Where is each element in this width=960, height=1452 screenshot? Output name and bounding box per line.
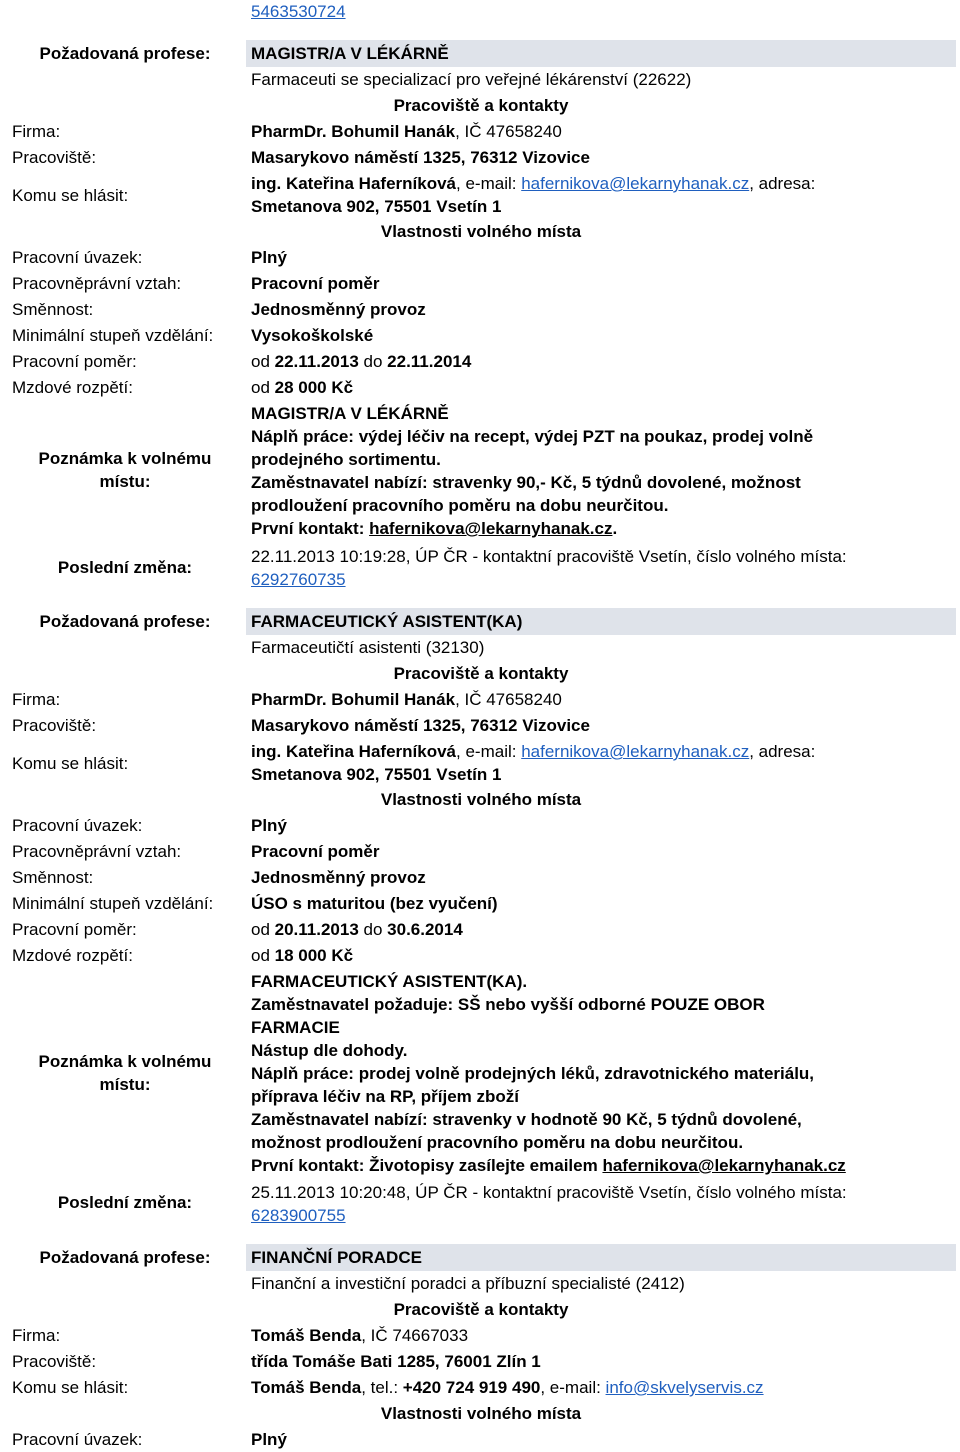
job1-smennost: Jednosměnný provoz bbox=[251, 300, 426, 319]
note-contact-end: . bbox=[612, 519, 618, 538]
job1-firm bbox=[251, 120, 562, 143]
job1-pomer-do: do bbox=[358, 352, 388, 371]
change-label: Poslední změna: bbox=[57, 558, 193, 577]
job1-pomer-od: od bbox=[251, 352, 275, 371]
job1-contact-email-link[interactable]: hafernikova@lekarnyhanak.cz bbox=[521, 174, 750, 193]
job3-contact bbox=[251, 1376, 764, 1399]
job3-uvazek: Plný bbox=[251, 1430, 287, 1449]
note-line: prodloužení pracovního poměru na dobu neurčitou. bbox=[251, 496, 669, 515]
note-label-line1: Poznámka k volnému bbox=[38, 1052, 212, 1071]
job1-vztah: Pracovní poměr bbox=[251, 274, 380, 293]
job2-change: 25.11.2013 10:20:48, ÚP ČR - kontaktní pracoviště Vsetín, číslo volného místa: bbox=[251, 1183, 847, 1202]
uvazek-label: Pracovní úvazek: bbox=[12, 1430, 143, 1449]
note-label-line2: místu: bbox=[99, 472, 151, 491]
job1-mzda-value: 28 000 Kč bbox=[274, 378, 354, 397]
note-line: Náplň práce: výdej léčiv na recept, výdej PZT na poukaz, prodej volně bbox=[251, 427, 814, 446]
job2-contact-mid: , e-mail: bbox=[456, 742, 522, 761]
job1-contact-mid: , e-mail: bbox=[456, 174, 522, 193]
note-contact-label: První kontakt: bbox=[251, 519, 370, 538]
job2-firm-ic: , IČ 47658240 bbox=[455, 690, 562, 709]
note-line: Zaměstnavatel nabízí: stravenky v hodnotě 90 Kč, 5 týdnů dovolené, bbox=[251, 1110, 802, 1129]
job2-firm-name: PharmDr. Bohumil Hanák bbox=[251, 690, 456, 709]
job2-mzda bbox=[251, 944, 353, 967]
workplace-label: Pracoviště: bbox=[12, 148, 97, 167]
section-props-title: Vlastnosti volného místa bbox=[380, 222, 582, 241]
note-label bbox=[0, 1050, 250, 1096]
job2-note bbox=[251, 970, 951, 1177]
job1-mzda-od: od bbox=[251, 378, 275, 397]
job2-vzdelani: ÚSO s maturitou (bez vyučení) bbox=[251, 894, 498, 913]
profession-label: Požadovaná profese: bbox=[39, 1248, 211, 1267]
note-line: prodejného sortimentu. bbox=[251, 450, 441, 469]
job1-contact bbox=[251, 172, 815, 195]
firm-label: Firma: bbox=[12, 1326, 61, 1345]
job2-contact-name: ing. Kateřina Haferníková bbox=[251, 742, 457, 761]
job2-firm bbox=[251, 688, 562, 711]
contact-label: Komu se hlásit: bbox=[12, 754, 129, 773]
vztah-label: Pracovněprávní vztah: bbox=[12, 842, 182, 861]
job3-title: FINANČNÍ PORADCE bbox=[251, 1248, 422, 1267]
vacancy-id-link[interactable]: 5463530724 bbox=[251, 2, 346, 21]
note-contact-label: První kontakt: Životopisy zasílejte emailem bbox=[251, 1156, 603, 1175]
section-contacts-title: Pracoviště a kontakty bbox=[393, 664, 569, 683]
note-line: možnost prodloužení pracovního poměru na dobu neurčitou. bbox=[251, 1133, 744, 1152]
note-line: Zaměstnavatel nabízí: stravenky 90,- Kč, 5 týdnů dovolené, možnost bbox=[251, 473, 801, 492]
job1-contact-name: ing. Kateřina Haferníková bbox=[251, 174, 457, 193]
job1-uvazek: Plný bbox=[251, 248, 287, 267]
pomer-label: Pracovní poměr: bbox=[12, 920, 137, 939]
job3-firm bbox=[251, 1324, 468, 1347]
vztah-label: Pracovněprávní vztah: bbox=[12, 274, 182, 293]
job2-pomer-do: do bbox=[358, 920, 388, 939]
contact-label: Komu se hlásit: bbox=[12, 186, 129, 205]
job3-subtitle: Finanční a investiční poradci a příbuzní specialisté (2412) bbox=[251, 1274, 685, 1293]
job3-contact-phone: +420 724 919 490 bbox=[402, 1378, 541, 1397]
job3-firm-ic: , IČ 74667033 bbox=[361, 1326, 469, 1345]
job2-pomer bbox=[251, 918, 463, 941]
job2-workplace: Masarykovo náměstí 1325, 76312 Vizovice bbox=[251, 716, 590, 735]
job2-uvazek: Plný bbox=[251, 816, 287, 835]
job1-title: MAGISTR/A V LÉKÁRNĚ bbox=[251, 44, 449, 63]
job2-contact-end: , adresa: bbox=[749, 742, 816, 761]
job3-contact-name: Tomáš Benda bbox=[251, 1378, 362, 1397]
note-line: příprava léčiv na RP, příjem zboží bbox=[251, 1087, 520, 1106]
note-label-line2: místu: bbox=[99, 1075, 151, 1094]
job2-title: FARMACEUTICKÝ ASISTENT(KA) bbox=[251, 612, 523, 631]
note-line: Náplň práce: prodej volně prodejných léků, zdravotnického materiálu, bbox=[251, 1064, 815, 1083]
job1-pomer bbox=[251, 350, 471, 373]
job2-contact bbox=[251, 740, 815, 763]
job2-mzda-od: od bbox=[251, 946, 275, 965]
job1-note bbox=[251, 402, 951, 540]
note-line: MAGISTR/A V LÉKÁRNĚ bbox=[251, 404, 449, 423]
job2-subtitle: Farmaceutičtí asistenti (32130) bbox=[251, 638, 485, 657]
job1-change: 22.11.2013 10:19:28, ÚP ČR - kontaktní pracoviště Vsetín, číslo volného místa: bbox=[251, 547, 847, 566]
job2-vacancy-id-link[interactable]: 6283900755 bbox=[251, 1206, 346, 1225]
note-line: Zaměstnavatel požaduje: SŠ nebo vyšší odborné POUZE OBOR bbox=[251, 995, 765, 1014]
job3-contact-email-link[interactable]: info@skvelyservis.cz bbox=[605, 1378, 764, 1397]
workplace-label: Pracoviště: bbox=[12, 716, 97, 735]
section-props-title: Vlastnosti volného místa bbox=[380, 790, 582, 809]
vzdelani-label: Minimální stupeň vzdělání: bbox=[12, 326, 214, 345]
vzdelani-label: Minimální stupeň vzdělání: bbox=[12, 894, 214, 913]
smennost-label: Směnnost: bbox=[12, 300, 94, 319]
profession-label: Požadovaná profese: bbox=[39, 612, 211, 631]
note-line: FARMACIE bbox=[251, 1018, 340, 1037]
note-label bbox=[0, 447, 250, 493]
note-contact-line bbox=[251, 517, 951, 540]
job2-contact-address: Smetanova 902, 75501 Vsetín 1 bbox=[251, 765, 502, 784]
change-label: Poslední změna: bbox=[57, 1193, 193, 1212]
workplace-label: Pracoviště: bbox=[12, 1352, 97, 1371]
job1-workplace: Masarykovo náměstí 1325, 76312 Vizovice bbox=[251, 148, 590, 167]
job2-smennost: Jednosměnný provoz bbox=[251, 868, 426, 887]
contact-label: Komu se hlásit: bbox=[12, 1378, 129, 1397]
note-line: FARMACEUTICKÝ ASISTENT(KA). bbox=[251, 972, 528, 991]
job2-mzda-value: 18 000 Kč bbox=[274, 946, 354, 965]
job1-pomer-to: 22.11.2014 bbox=[387, 352, 472, 371]
job3-contact-mid: , tel.: bbox=[361, 1378, 403, 1397]
section-contacts-title: Pracoviště a kontakty bbox=[393, 1300, 569, 1319]
mzda-label: Mzdové rozpětí: bbox=[12, 378, 133, 397]
job2-contact-email-link[interactable]: hafernikova@lekarnyhanak.cz bbox=[521, 742, 750, 761]
job1-contact-end: , adresa: bbox=[749, 174, 816, 193]
job3-workplace: třída Tomáše Bati 1285, 76001 Zlín 1 bbox=[251, 1352, 541, 1371]
section-contacts-title: Pracoviště a kontakty bbox=[393, 96, 569, 115]
note-line: Nástup dle dohody. bbox=[251, 1041, 408, 1060]
job1-firm-name: PharmDr. Bohumil Hanák bbox=[251, 122, 456, 141]
job1-vzdelani: Vysokoškolské bbox=[251, 326, 374, 345]
smennost-label: Směnnost: bbox=[12, 868, 94, 887]
job2-vztah: Pracovní poměr bbox=[251, 842, 380, 861]
uvazek-label: Pracovní úvazek: bbox=[12, 248, 143, 267]
job2-pomer-from: 20.11.2013 bbox=[274, 920, 359, 939]
firm-label: Firma: bbox=[12, 122, 61, 141]
pomer-label: Pracovní poměr: bbox=[12, 352, 137, 371]
job3-firm-name: Tomáš Benda bbox=[251, 1326, 362, 1345]
job1-firm-ic: , IČ 47658240 bbox=[455, 122, 562, 141]
job1-subtitle: Farmaceuti se specializací pro veřejné lékárenství (22622) bbox=[251, 70, 692, 89]
job1-contact-address: Smetanova 902, 75501 Vsetín 1 bbox=[251, 197, 502, 216]
uvazek-label: Pracovní úvazek: bbox=[12, 816, 143, 835]
job3-contact-mid2: , e-mail: bbox=[540, 1378, 606, 1397]
job1-vacancy-id-link[interactable]: 6292760735 bbox=[251, 570, 346, 589]
note-label-line1: Poznámka k volnému bbox=[38, 449, 212, 468]
job2-pomer-to: 30.6.2014 bbox=[387, 920, 463, 939]
job1-pomer-from: 22.11.2013 bbox=[274, 352, 359, 371]
job2-pomer-od: od bbox=[251, 920, 275, 939]
section-props-title: Vlastnosti volného místa bbox=[380, 1404, 582, 1423]
mzda-label: Mzdové rozpětí: bbox=[12, 946, 133, 965]
job1-mzda bbox=[251, 376, 353, 399]
note-contact-email[interactable]: hafernikova@lekarnyhanak.cz bbox=[602, 1156, 846, 1175]
note-contact-email[interactable]: hafernikova@lekarnyhanak.cz bbox=[369, 519, 613, 538]
note-contact-line bbox=[251, 1154, 951, 1177]
firm-label: Firma: bbox=[12, 690, 61, 709]
profession-label: Požadovaná profese: bbox=[39, 44, 211, 63]
